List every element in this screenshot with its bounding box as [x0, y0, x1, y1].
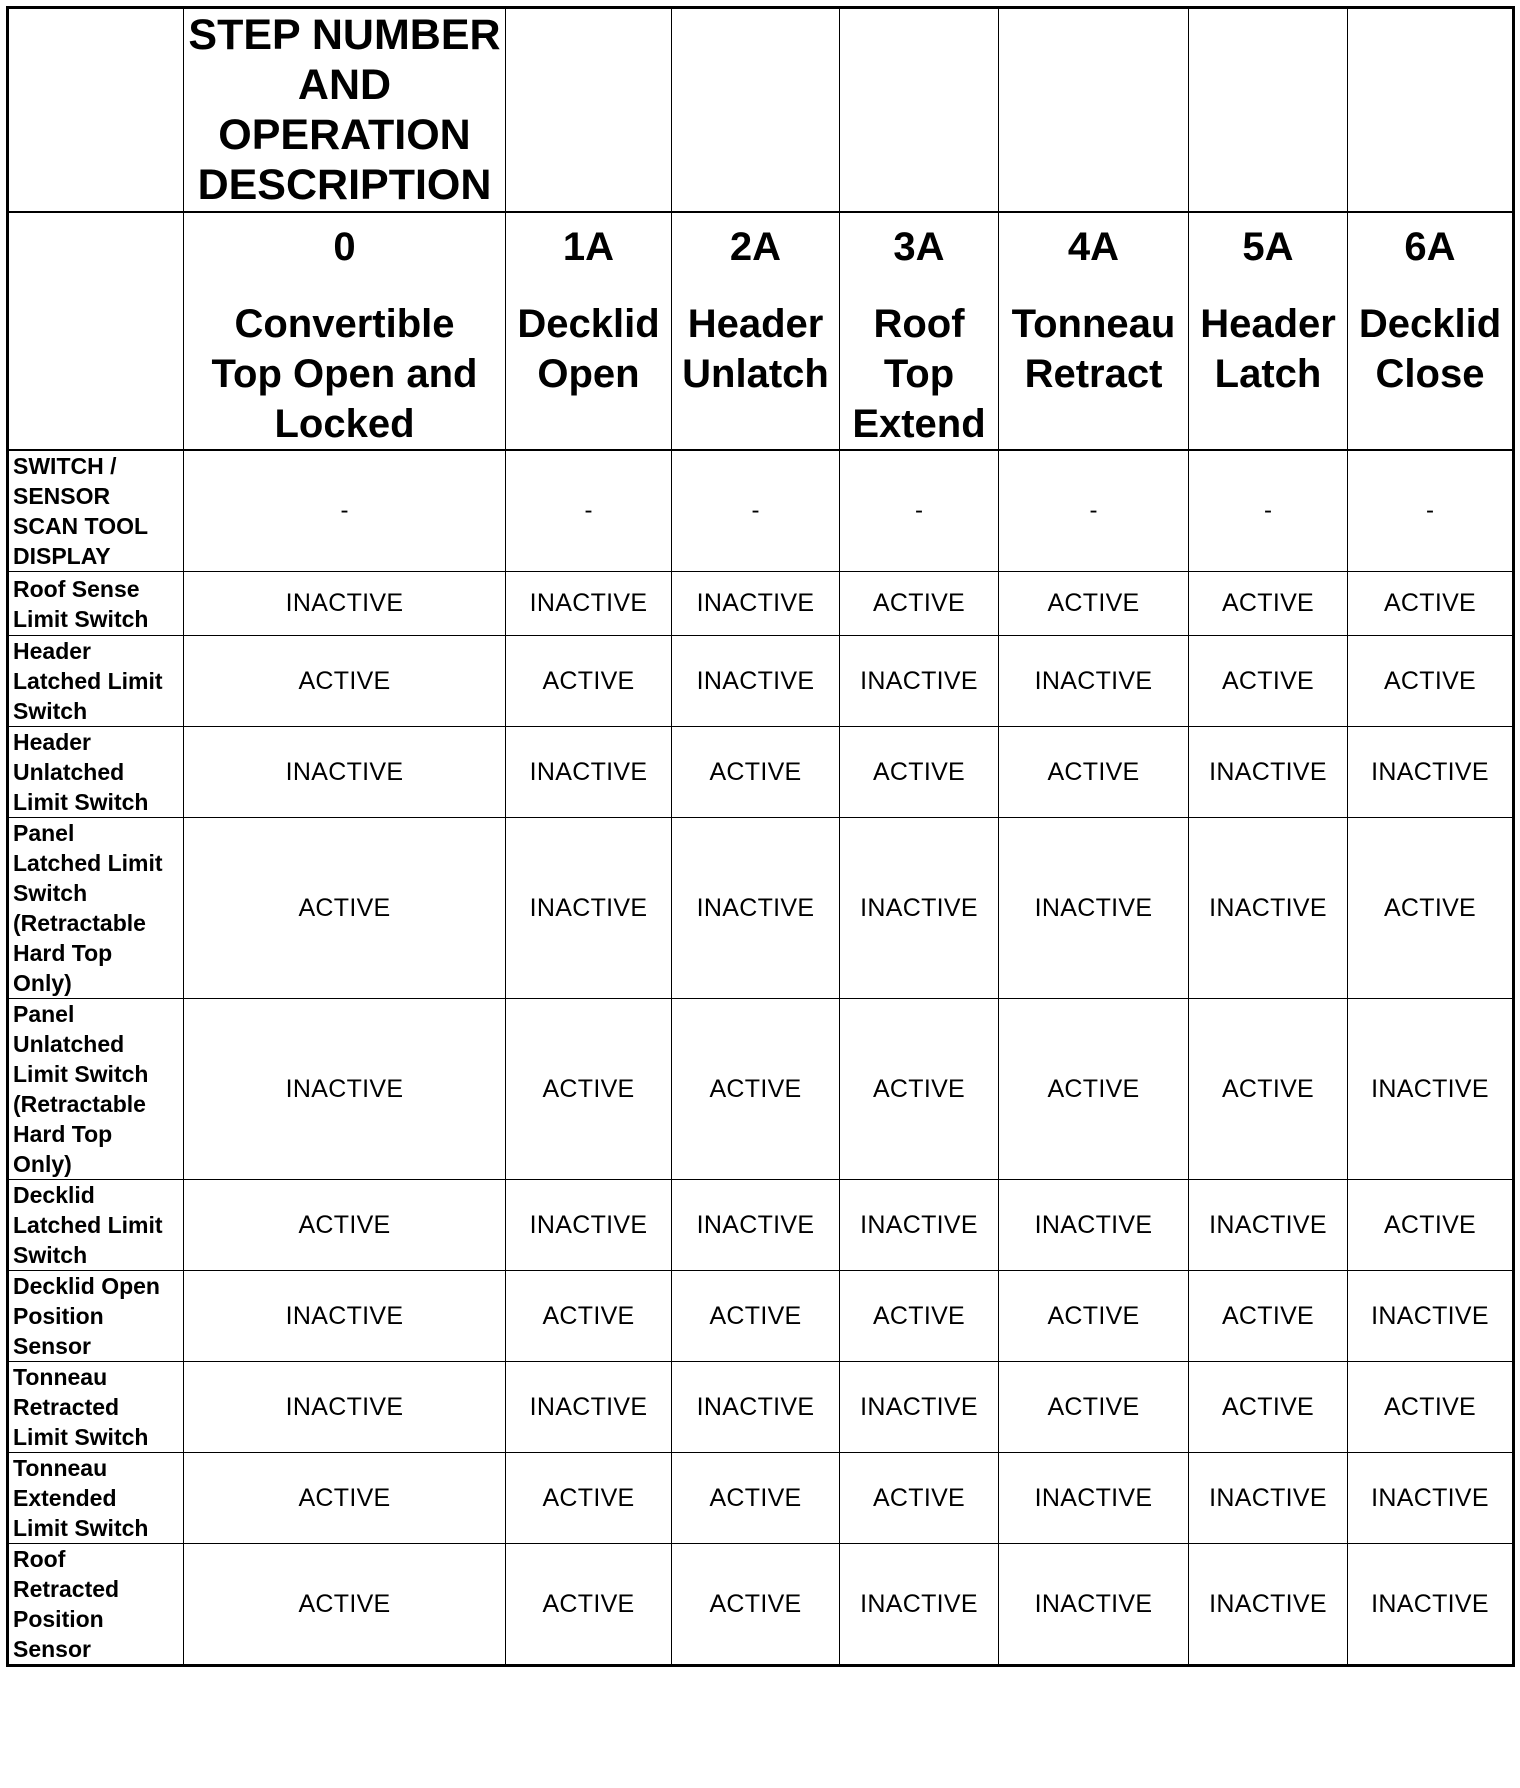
row-label-line: Only) — [13, 970, 72, 996]
row-label-line: Sensor — [13, 1636, 91, 1662]
row-label-line: Limit Switch — [13, 1424, 149, 1450]
row-label-line: Latched Limit — [13, 850, 163, 876]
status-cell: INACTIVE — [672, 572, 840, 636]
title-line: STEP NUMBER — [188, 11, 501, 59]
status-cell: ACTIVE — [184, 1453, 506, 1544]
status-cell: ACTIVE — [999, 727, 1189, 818]
display-cell: - — [999, 450, 1189, 572]
status-cell: ACTIVE — [999, 1271, 1189, 1362]
row-label-line: Limit Switch — [13, 605, 149, 632]
row-label-line: Extended — [13, 1485, 117, 1511]
blank-cell — [506, 8, 672, 213]
status-cell: INACTIVE — [184, 1271, 506, 1362]
step-number: 5A — [1242, 225, 1294, 269]
status-cell: INACTIVE — [184, 1362, 506, 1453]
step-number: 2A — [729, 225, 782, 269]
status-cell: ACTIVE — [840, 999, 999, 1180]
step-description — [840, 299, 998, 449]
title-line: AND — [297, 61, 392, 109]
row-label-line: Switch — [13, 880, 88, 906]
status-cell: ACTIVE — [672, 1271, 840, 1362]
table-row — [8, 1362, 1514, 1453]
row-label-line: SWITCH / — [13, 453, 117, 479]
step-description-line: Header — [687, 302, 824, 346]
status-cell: INACTIVE — [840, 1180, 999, 1271]
step-description-line: Top — [883, 352, 955, 396]
row-label-line: Latched Limit — [13, 1212, 163, 1238]
step-description — [1348, 299, 1512, 399]
status-cell: INACTIVE — [506, 572, 672, 636]
status-cell: INACTIVE — [999, 636, 1189, 727]
step-description-line: Unlatch — [682, 352, 829, 396]
row-label-line: Switch — [13, 1242, 88, 1268]
step-header-cell — [1189, 212, 1348, 450]
row-label-line: SCAN TOOL — [13, 513, 149, 539]
table-row — [8, 727, 1514, 818]
display-cell: - — [672, 450, 840, 572]
status-cell: ACTIVE — [672, 727, 840, 818]
blank-cell — [999, 8, 1189, 213]
status-cell: ACTIVE — [999, 999, 1189, 1180]
row-label-line: Latched Limit — [13, 668, 163, 694]
step-description-line: Latch — [1214, 352, 1322, 396]
status-cell: INACTIVE — [672, 636, 840, 727]
row-label — [8, 636, 184, 727]
status-cell: INACTIVE — [184, 999, 506, 1180]
row-label — [8, 1271, 184, 1362]
row-label-line: DISPLAY — [13, 543, 111, 569]
table-row — [8, 818, 1514, 999]
row-label — [8, 572, 184, 636]
row-label-line: Header — [13, 729, 91, 755]
blank-cell — [672, 8, 840, 213]
status-cell: ACTIVE — [672, 1544, 840, 1666]
status-cell: INACTIVE — [1189, 1544, 1348, 1666]
step-number: 6A — [1404, 225, 1456, 269]
step-description — [672, 299, 839, 399]
row-label-line: Roof Sense — [13, 575, 140, 602]
step-description-line: Tonneau — [1011, 302, 1176, 346]
display-cell: - — [184, 450, 506, 572]
status-cell: ACTIVE — [1189, 1362, 1348, 1453]
status-cell: INACTIVE — [1348, 1544, 1514, 1666]
status-cell: ACTIVE — [1189, 999, 1348, 1180]
status-cell: INACTIVE — [999, 1453, 1189, 1544]
status-cell: INACTIVE — [506, 727, 672, 818]
status-cell: ACTIVE — [506, 1271, 672, 1362]
status-cell: INACTIVE — [1348, 1453, 1514, 1544]
title-row — [8, 8, 1514, 213]
status-cell: INACTIVE — [1189, 818, 1348, 999]
status-cell: ACTIVE — [184, 1180, 506, 1271]
blank-cell — [840, 8, 999, 213]
row-label-line: Panel — [13, 820, 75, 846]
row-label-line: Decklid — [13, 1182, 95, 1208]
row-label-line: Unlatched — [13, 1031, 125, 1057]
status-cell: INACTIVE — [184, 572, 506, 636]
step-header-row — [8, 212, 1514, 450]
status-cell: INACTIVE — [506, 1180, 672, 1271]
row-label — [8, 1453, 184, 1544]
step-description — [1189, 299, 1347, 399]
step-header-cell — [672, 212, 840, 450]
step-header-cell — [999, 212, 1189, 450]
row-label-line: Retracted — [13, 1394, 120, 1420]
status-cell: ACTIVE — [1189, 572, 1348, 636]
status-cell: ACTIVE — [184, 1544, 506, 1666]
step-description-line: Extend — [852, 402, 986, 446]
row-label-line: Tonneau — [13, 1364, 108, 1390]
status-cell: INACTIVE — [999, 1180, 1189, 1271]
row-label-line: Limit Switch — [13, 1515, 149, 1541]
step-description-line: Close — [1375, 352, 1485, 396]
status-cell: INACTIVE — [1189, 1453, 1348, 1544]
status-cell: ACTIVE — [999, 1362, 1189, 1453]
table-title — [184, 8, 506, 213]
step-header-cell — [1348, 212, 1514, 450]
status-cell: INACTIVE — [1189, 727, 1348, 818]
status-cell: ACTIVE — [672, 999, 840, 1180]
blank-cell — [1189, 8, 1348, 213]
step-description-line: Header — [1200, 302, 1336, 346]
step-description — [506, 299, 671, 399]
status-cell: ACTIVE — [1189, 1271, 1348, 1362]
step-description-line: Top Open and — [211, 352, 478, 396]
status-cell: INACTIVE — [506, 818, 672, 999]
step-description-line: Roof — [873, 302, 965, 346]
status-cell: ACTIVE — [840, 1453, 999, 1544]
status-cell: ACTIVE — [1348, 1180, 1514, 1271]
status-cell: INACTIVE — [1348, 727, 1514, 818]
step-description-line: Decklid — [1358, 302, 1502, 346]
row-label-line: Hard Top — [13, 940, 113, 966]
table-row — [8, 1544, 1514, 1666]
table-row — [8, 1453, 1514, 1544]
status-cell: ACTIVE — [1348, 818, 1514, 999]
row-label-line: Panel — [13, 1001, 75, 1027]
status-cell: INACTIVE — [672, 1180, 840, 1271]
row-label-line: Header — [13, 638, 91, 664]
status-cell: INACTIVE — [840, 1544, 999, 1666]
status-cell: INACTIVE — [672, 818, 840, 999]
status-cell: ACTIVE — [840, 1271, 999, 1362]
row-label — [8, 1362, 184, 1453]
step-description-line: Retract — [1024, 352, 1163, 396]
sheet — [6, 6, 1515, 1667]
row-label-line: Retracted — [13, 1576, 120, 1602]
status-cell: ACTIVE — [840, 572, 999, 636]
status-cell: INACTIVE — [1189, 1180, 1348, 1271]
step-header-cell — [506, 212, 672, 450]
step-header-cell — [840, 212, 999, 450]
step-description-line: Decklid — [517, 302, 660, 346]
row-label-line: Limit Switch — [13, 1061, 149, 1087]
step-description-line: Convertible — [234, 302, 455, 346]
row-label — [8, 818, 184, 999]
row-label — [8, 1180, 184, 1271]
blank-cell — [1348, 8, 1514, 213]
status-cell: ACTIVE — [1348, 572, 1514, 636]
title-line: OPERATION — [218, 111, 471, 159]
status-cell: ACTIVE — [506, 999, 672, 1180]
row-label-line: Only) — [13, 1151, 72, 1177]
row-label — [8, 727, 184, 818]
display-cell: - — [1348, 450, 1514, 572]
step-operation-table — [6, 6, 1515, 1667]
display-cell: - — [1189, 450, 1348, 572]
row-label-line: Position — [13, 1303, 104, 1329]
row-label-line: (Retractable — [13, 1091, 146, 1117]
step-number: 4A — [1067, 225, 1120, 269]
status-cell: INACTIVE — [840, 818, 999, 999]
table-row — [8, 572, 1514, 636]
status-cell: INACTIVE — [840, 636, 999, 727]
table-row — [8, 636, 1514, 727]
step-number: 1A — [562, 225, 615, 269]
status-cell: ACTIVE — [840, 727, 999, 818]
row-label-line: Tonneau — [13, 1455, 108, 1481]
display-cell: - — [506, 450, 672, 572]
status-cell: ACTIVE — [184, 818, 506, 999]
status-cell: ACTIVE — [506, 636, 672, 727]
status-cell: ACTIVE — [506, 1453, 672, 1544]
status-cell: INACTIVE — [840, 1362, 999, 1453]
status-cell: ACTIVE — [506, 1544, 672, 1666]
display-cell: - — [840, 450, 999, 572]
status-cell: INACTIVE — [506, 1362, 672, 1453]
row-label-line: Roof — [13, 1546, 66, 1572]
table-row — [8, 1271, 1514, 1362]
status-cell: INACTIVE — [999, 1544, 1189, 1666]
table-row — [8, 450, 1514, 572]
table-row — [8, 999, 1514, 1180]
row-label-line: Switch — [13, 698, 88, 724]
step-description-line: Open — [537, 352, 640, 396]
status-cell: ACTIVE — [1189, 636, 1348, 727]
title-line: DESCRIPTION — [197, 161, 492, 209]
row-label-line: Decklid Open — [13, 1273, 160, 1299]
row-label-line: Sensor — [13, 1333, 91, 1359]
corner-cell — [8, 212, 184, 450]
row-label — [8, 450, 184, 572]
status-cell: ACTIVE — [999, 572, 1189, 636]
row-label-line: Hard Top — [13, 1121, 113, 1147]
status-cell: INACTIVE — [184, 727, 506, 818]
step-number: 3A — [893, 225, 945, 269]
status-cell: ACTIVE — [672, 1453, 840, 1544]
status-cell: INACTIVE — [1348, 1271, 1514, 1362]
row-label-line: Unlatched — [13, 759, 125, 785]
step-header-cell — [184, 212, 506, 450]
step-number: 0 — [333, 225, 356, 269]
table-row — [8, 1180, 1514, 1271]
status-cell: ACTIVE — [1348, 1362, 1514, 1453]
row-label — [8, 999, 184, 1180]
step-description-line: Locked — [274, 402, 415, 446]
status-cell: ACTIVE — [1348, 636, 1514, 727]
status-cell: INACTIVE — [999, 818, 1189, 999]
step-description — [184, 299, 505, 449]
row-label — [8, 1544, 184, 1666]
row-label-line: Position — [13, 1606, 104, 1632]
status-cell: ACTIVE — [184, 636, 506, 727]
corner-cell — [8, 8, 184, 213]
row-label-line: Limit Switch — [13, 789, 149, 815]
row-label-line: SENSOR — [13, 483, 111, 509]
status-cell: INACTIVE — [672, 1362, 840, 1453]
status-cell: INACTIVE — [1348, 999, 1514, 1180]
row-label-line: (Retractable — [13, 910, 146, 936]
step-description — [999, 299, 1188, 399]
